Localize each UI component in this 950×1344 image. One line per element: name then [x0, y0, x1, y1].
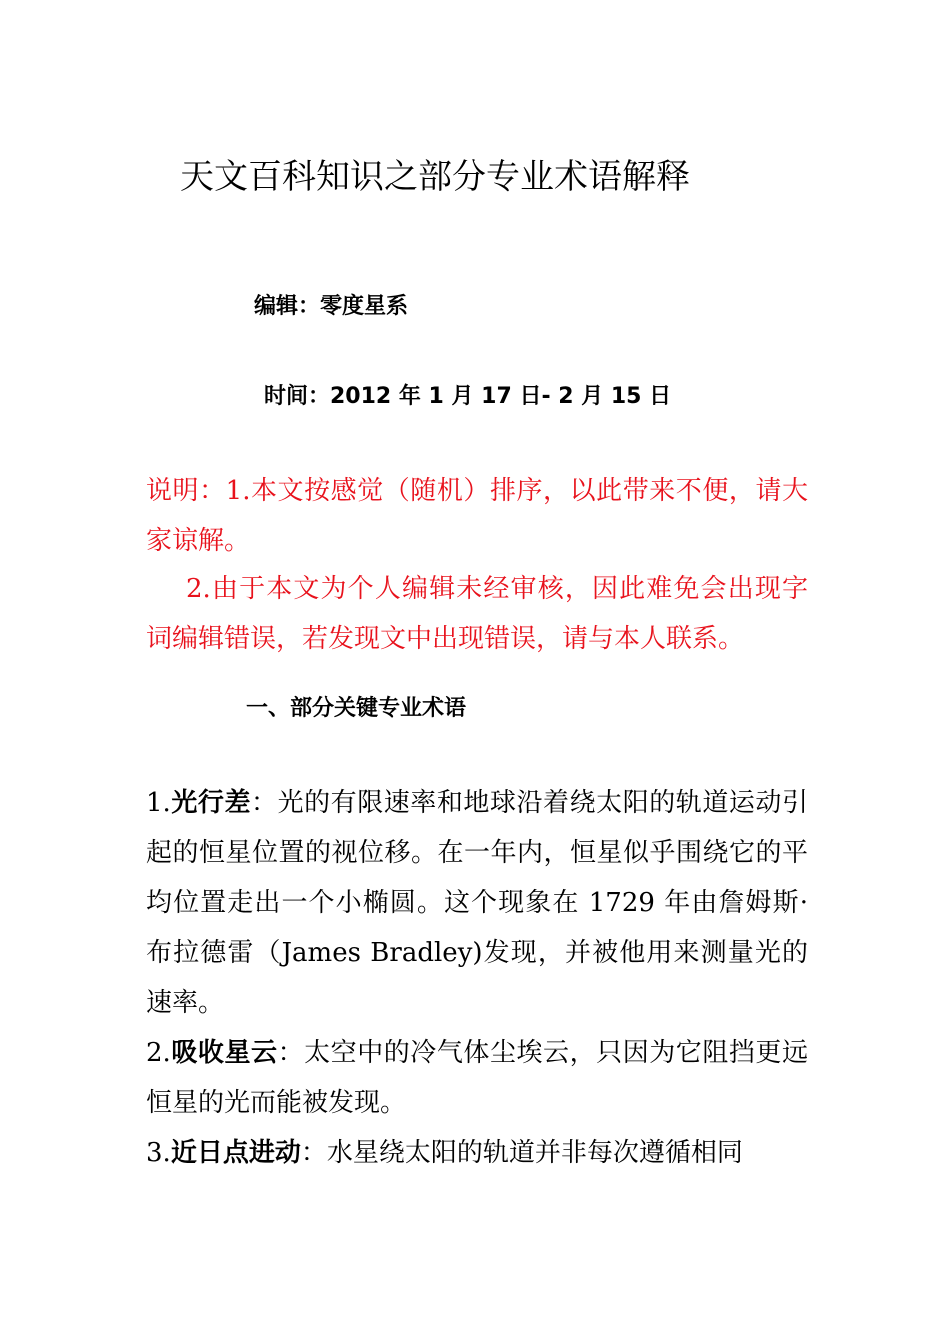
section-heading: 一、部分关键专业术语: [246, 696, 467, 721]
term-entry: [146, 778, 808, 1028]
term-name: 近日点进动: [170, 1138, 301, 1168]
term-entry: [146, 1128, 808, 1178]
term-number: 1.: [146, 788, 171, 818]
time-line: 时间：2012 年 1 月 17 日- 2 月 15 日: [264, 384, 672, 409]
term-name: 吸收星云: [170, 1038, 278, 1068]
term-definition: ：太空中的冷气体尘埃云，只因为它阻挡更远恒星的光而能被发现。: [146, 1038, 808, 1118]
editor-line: 编辑：零度星系: [254, 294, 409, 319]
term-number: 3.: [146, 1138, 171, 1168]
term-definition: ：光的有限速率和地球沿着绕太阳的轨道运动引起的恒星位置的视位移。在一年内，恒星似乎围绕它的平均位置走出一个小椭圆。这个现象在 1729 年由詹姆斯·布拉德雷（James Bradley)发现，并被他用来测量光的速率。: [146, 788, 808, 1018]
note-paragraph-2: 2.由于本文为个人编辑未经审核，因此难免会出现字词编辑错误，若发现文中出现错误，请与本人联系。: [146, 574, 808, 654]
term-definition: ：水星绕太阳的轨道并非每次遵循相同: [300, 1138, 743, 1168]
term-number: 2.: [146, 1038, 171, 1068]
note-paragraph-1: 说明：1.本文按感觉（随机）排序，以此带来不便，请大家谅解。: [146, 476, 808, 556]
document-title: 天文百科知识之部分专业术语解释: [180, 157, 690, 197]
term-entry: [146, 1028, 808, 1128]
term-name: 光行差: [170, 788, 252, 818]
